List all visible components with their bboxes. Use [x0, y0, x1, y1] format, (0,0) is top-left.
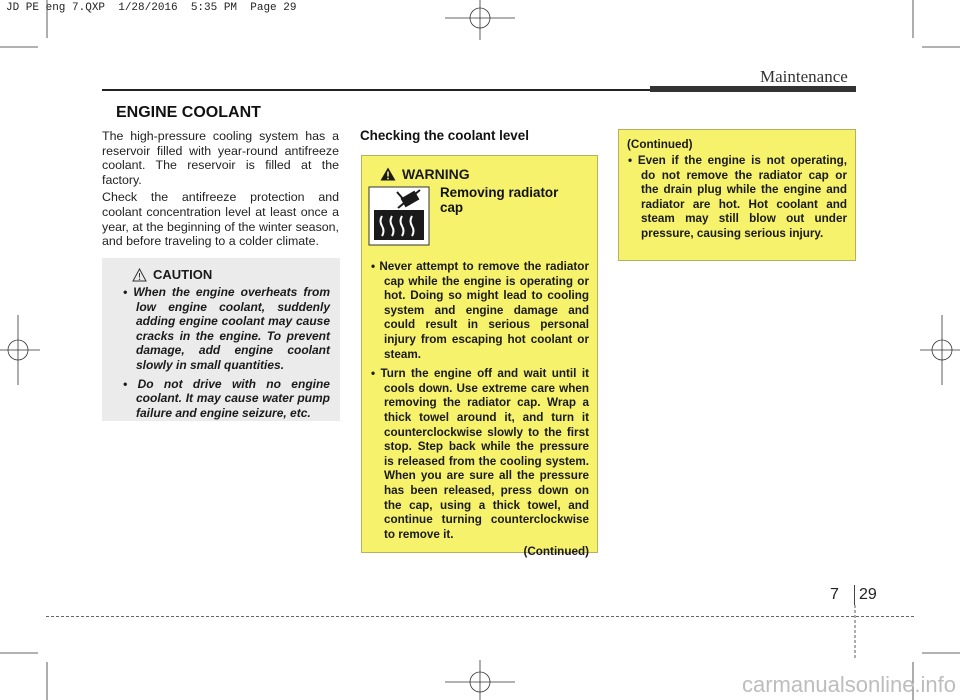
caution-item: • Do not drive with no engine coolant. It may cause water pump failure and engine seizure, etc.: [123, 376, 330, 420]
warning-box: [361, 155, 598, 559]
warning-label: WARNING: [402, 166, 470, 182]
intro-text: [102, 129, 339, 252]
warning-header: [380, 166, 597, 182]
caution-item: • When the engine overheats from low engine coolant, suddenly adding engine coolant may cause cracks in the engine. To prevent damage, add engine coolant slowly in small quantities.: [123, 285, 331, 372]
warning-item: • Turn the engine off and wait until it cools down. Use extreme care when removing the radiator cap. Wrap a thick towel around it, and turn it counterclockwise slowly to the first stop. Step back while the pressure is released from the cooling system. When you are sure all the pressure has been released, press down on the cap, using a thick towel, and continue turning counterclockwise to remove it.: [371, 367, 589, 541]
continued-item: • Even if the engine is not operating, do not remove the radiator cap or the drain plug while the engine and radiator are hot. Hot coolant and steam may still blow out under pressure, causing serious injury.: [628, 154, 847, 240]
caution-header: [132, 267, 330, 282]
header-rule: [102, 89, 650, 91]
radiator-hot-icon: [368, 186, 430, 246]
watermark: carmanualsonline.info: [742, 672, 957, 697]
chapter-number: 7: [830, 586, 839, 603]
subheading: Checking the coolant level: [360, 128, 529, 143]
warning-continued: (Continued): [523, 545, 589, 559]
footer-rule: [46, 616, 914, 617]
continued-warning-box: [618, 129, 856, 261]
header-rule-thick: [650, 86, 856, 92]
caution-box: [102, 258, 340, 421]
warning-subheader: [368, 184, 597, 252]
print-slug: JD PE eng 7.QXP 1/28/2016 5:35 PM Page 29: [6, 2, 297, 14]
caution-label: CAUTION: [153, 267, 213, 282]
warning-item: • Never attempt to remove the radiator cap while the engine is operating or hot. Doing so might lead to cooling system and engine damage and could result in serious personal injury from escaping hot coolant or steam.: [371, 260, 589, 361]
page-number: 29: [859, 586, 877, 603]
intro-paragraph-1: The high-pressure cooling system has a reservoir filled with year-round antifreeze coolant. The reservoir is filled at the factory.: [102, 129, 339, 187]
caution-triangle-icon: [132, 268, 147, 282]
intro-paragraph-2: Check the antifreeze protection and coolant concentration level at least once a year, at the beginning of the winter season, and before traveling to a colder climate.: [102, 190, 339, 249]
page-title: ENGINE COOLANT: [116, 104, 261, 121]
page-number-divider: [854, 585, 855, 605]
warning-triangle-icon: [380, 167, 396, 181]
section-label: Maintenance: [760, 67, 848, 86]
warning-subtitle: Removing radiator cap: [440, 185, 559, 215]
continued-label: (Continued): [627, 138, 693, 151]
